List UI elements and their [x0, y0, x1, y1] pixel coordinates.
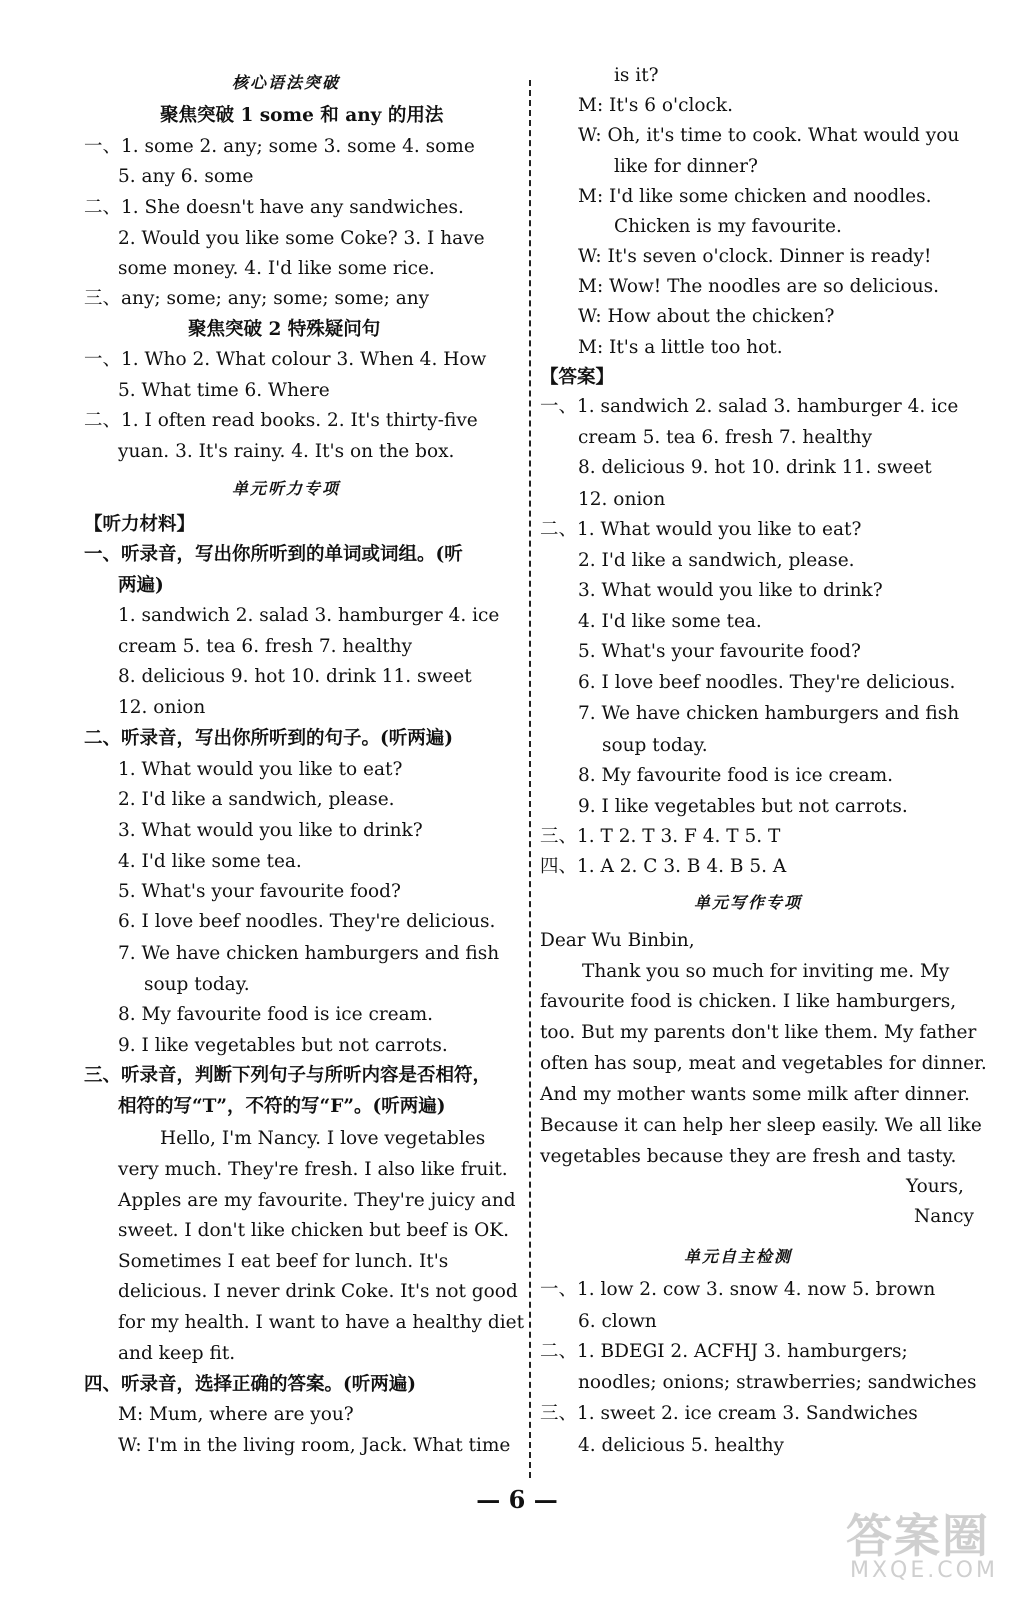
right-line: 三、1. T 2. T 3. F 4. T 5. T	[540, 826, 781, 847]
right-line: cream 5. tea 6. fresh 7. healthy	[578, 427, 873, 448]
right-line: often has soup, meat and vegetables for dinner.	[540, 1053, 987, 1074]
right-line: Chicken is my favourite.	[614, 216, 842, 237]
right-line: Dear Wu Binbin,	[540, 930, 695, 951]
right-line: 【答案】	[540, 367, 615, 388]
right-line: 8. delicious 9. hot 10. drink 11. sweet	[578, 457, 932, 478]
left-line: 8. delicious 9. hot 10. drink 11. sweet	[118, 666, 472, 687]
left-line: 8. My favourite food is ice cream.	[118, 1004, 434, 1025]
left-line: 6. I love beef noodles. They're delicious.	[118, 911, 496, 932]
right-line: noodles; onions; strawberries; sandwiches	[578, 1372, 977, 1393]
left-line: some money. 4. I'd like some rice.	[118, 258, 435, 279]
right-line: 6. I love beef noodles. They're delicious.	[578, 672, 956, 693]
left-line: W: I'm in the living room, Jack. What time	[118, 1435, 511, 1456]
left-line: 12. onion	[118, 697, 206, 718]
right-line: 4. delicious 5. healthy	[578, 1435, 785, 1456]
right-line: Thank you so much for inviting me. My	[582, 961, 950, 982]
right-line: W: How about the chicken?	[578, 306, 835, 327]
right-line: 二、1. What would you like to eat?	[540, 519, 862, 540]
right-line: 12. onion	[578, 489, 666, 510]
right-line: Yours,	[906, 1176, 964, 1197]
right-line: 四、1. A 2. C 3. B 4. B 5. A	[540, 856, 787, 877]
right-line: 3. What would you like to drink?	[578, 580, 883, 601]
left-line: Apples are my favourite. They're juicy and	[118, 1190, 516, 1211]
right-line: 6. clown	[578, 1311, 657, 1332]
left-line: yuan. 3. It's rainy. 4. It's on the box.	[118, 441, 455, 462]
left-line: 【听力材料】	[84, 514, 196, 535]
left-line: 9. I like vegetables but not carrots.	[118, 1035, 448, 1056]
left-line: 单元听力专项	[232, 479, 341, 498]
left-line: 一、听录音，写出你所听到的单词或词组。(听	[84, 544, 463, 565]
left-line: for my health. I want to have a healthy diet	[118, 1312, 525, 1333]
left-line: M: Mum, where are you?	[118, 1404, 354, 1425]
right-line: Nancy	[914, 1206, 974, 1227]
right-line: M: Wow! The noodles are so delicious.	[578, 276, 940, 297]
right-line: Because it can help her sleep easily. We all like	[540, 1115, 982, 1136]
left-line: 三、any; some; any; some; some; any	[84, 288, 430, 309]
right-line: favourite food is chicken. I like hamburgers,	[540, 991, 957, 1012]
left-line: 二、1. I often read books. 2. It's thirty-five	[84, 410, 478, 431]
left-line: 5. any 6. some	[118, 166, 254, 187]
left-line: 聚焦突破 2 特殊疑问句	[188, 319, 381, 340]
right-line: 8. My favourite food is ice cream.	[578, 765, 894, 786]
left-line: 5. What time 6. Where	[118, 380, 330, 401]
page-number: — 6 —	[476, 1485, 558, 1514]
left-line: 7. We have chicken hamburgers and fish	[118, 943, 500, 964]
right-line: 一、1. low 2. cow 3. snow 4. now 5. brown	[540, 1279, 936, 1300]
right-line: M: It's 6 o'clock.	[578, 95, 734, 116]
right-line: 三、1. sweet 2. ice cream 3. Sandwiches	[540, 1403, 918, 1424]
right-line: 单元写作专项	[694, 893, 803, 912]
left-line: 1. What would you like to eat?	[118, 759, 403, 780]
left-line: 三、听录音，判断下列句子与所听内容是否相符，	[84, 1065, 492, 1086]
right-line: is it?	[614, 65, 659, 86]
left-line: soup today.	[144, 974, 250, 995]
left-line: Sometimes I eat beef for lunch. It's	[118, 1251, 449, 1272]
right-line: W: Oh, it's time to cook. What would you	[578, 125, 960, 146]
left-line: cream 5. tea 6. fresh 7. healthy	[118, 636, 413, 657]
left-line: 一、1. Who 2. What colour 3. When 4. How	[84, 349, 487, 370]
left-line: and keep fit.	[118, 1343, 236, 1364]
right-line: 7. We have chicken hamburgers and fish	[578, 703, 960, 724]
right-line: 9. I like vegetables but not carrots.	[578, 796, 908, 817]
right-line: too. But my parents don't like them. My father	[540, 1022, 977, 1043]
page-number-value: 6	[508, 1485, 526, 1514]
right-line: 一、1. sandwich 2. salad 3. hamburger 4. ice	[540, 396, 959, 417]
left-line: 4. I'd like some tea.	[118, 851, 302, 872]
left-line: 二、听录音，写出你所听到的句子。(听两遍)	[84, 728, 454, 749]
right-line: 2. I'd like a sandwich, please.	[578, 550, 855, 571]
left-line: 聚焦突破 1 some 和 any 的用法	[160, 105, 444, 126]
right-line: 单元自主检测	[684, 1247, 793, 1266]
left-line: 2. I'd like a sandwich, please.	[118, 789, 395, 810]
left-line: delicious. I never drink Coke. It's not good	[118, 1281, 518, 1302]
left-line: 3. What would you like to drink?	[118, 820, 423, 841]
left-line: 二、1. She doesn't have any sandwiches.	[84, 197, 464, 218]
watermark-chars: 答案圈	[846, 1509, 990, 1563]
right-line: 4. I'd like some tea.	[578, 611, 762, 632]
right-line: like for dinner?	[614, 156, 758, 177]
left-line: 5. What's your favourite food?	[118, 881, 401, 902]
left-line: 1. sandwich 2. salad 3. hamburger 4. ice	[118, 605, 500, 626]
right-line: soup today.	[602, 735, 708, 756]
left-line: 2. Would you like some Coke? 3. I have	[118, 228, 485, 249]
left-line: Hello, I'm Nancy. I love vegetables	[160, 1128, 486, 1149]
right-line: vegetables because they are fresh and tasty.	[540, 1146, 957, 1167]
watermark-domain: MXQE.COM	[850, 1558, 998, 1583]
column-divider	[529, 80, 531, 1478]
watermark-logo	[836, 1500, 1026, 1592]
left-line: 两遍)	[118, 575, 164, 596]
right-line: 二、1. BDEGI 2. ACFHJ 3. hamburgers;	[540, 1341, 908, 1362]
right-line: W: It's seven o'clock. Dinner is ready!	[578, 246, 932, 267]
left-line: 核心语法突破	[232, 73, 341, 92]
right-line: And my mother wants some milk after dinner.	[540, 1084, 970, 1105]
left-line: very much. They're fresh. I also like fruit.	[118, 1159, 508, 1180]
right-line: 5. What's your favourite food?	[578, 641, 861, 662]
left-line: 相符的写“T”，不符的写“F”。(听两遍)	[118, 1096, 446, 1117]
left-line: 一、1. some 2. any; some 3. some 4. some	[84, 136, 475, 157]
left-line: sweet. I don't like chicken but beef is OK.	[118, 1220, 509, 1241]
left-line: 四、听录音，选择正确的答案。(听两遍)	[84, 1374, 417, 1395]
right-line: M: I'd like some chicken and noodles.	[578, 186, 932, 207]
right-line: M: It's a little too hot.	[578, 337, 783, 358]
